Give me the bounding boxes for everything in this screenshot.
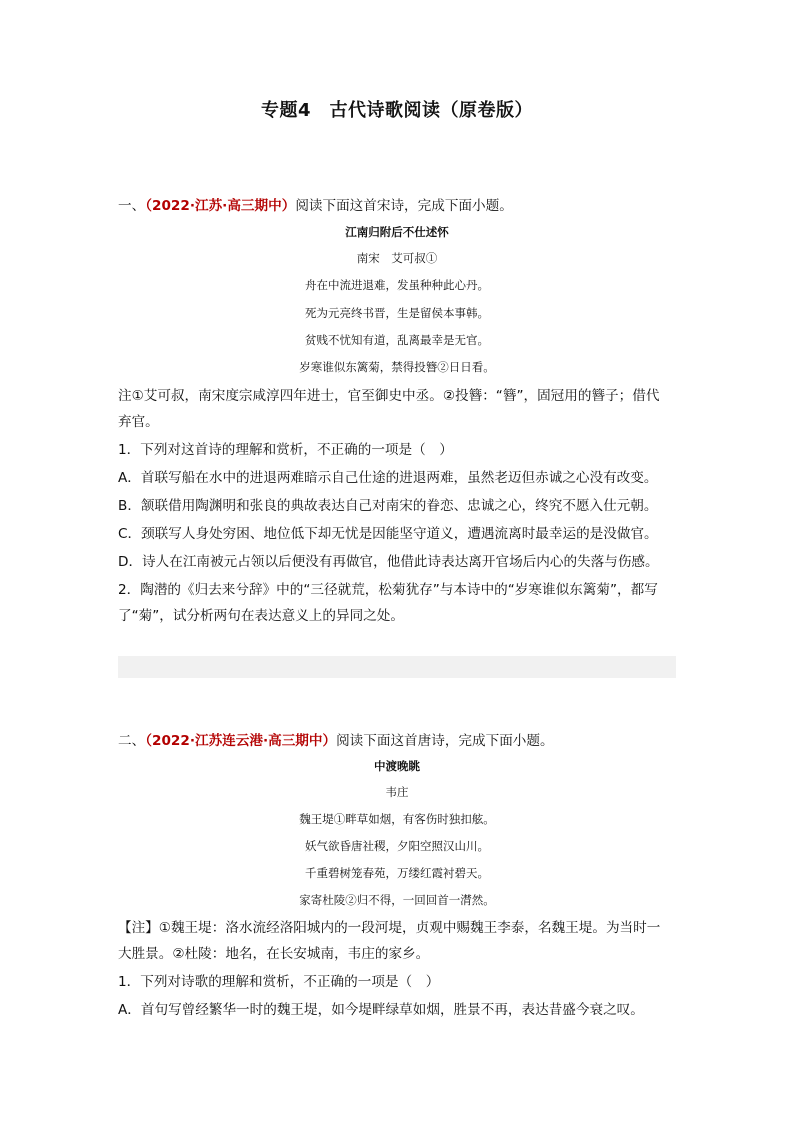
question-intro: 阅读下面这首宋诗，完成下面小题。	[295, 198, 513, 214]
poem-line: 魏王堤①畔草如烟，有客伤时独扣舷。	[299, 812, 495, 826]
option-d: D．诗人在江南被元占领以后便没有再做官，他借此诗表达离开官场后内心的失落与伤感。	[118, 554, 659, 570]
poem-line: 千重碧树笼春苑，万缕红霞衬碧天。	[305, 866, 489, 880]
note-line: 弃官。	[118, 414, 159, 430]
note-line: 大胜景。②杜陵：地名，在长安城南，韦庄的家乡。	[118, 946, 430, 962]
note-line: 【注】①魏王堤：洛水流经洛阳城内的一段河堤，贞观中赐魏王李泰，名魏王堤。为当时一	[118, 920, 661, 936]
answer-box[interactable]	[118, 656, 676, 678]
poem-title: 江南归附后不仕述怀	[345, 225, 449, 239]
option-b: B．颔联借用陶渊明和张良的典故表达自己对南宋的眷恋、忠诚之心，终究不愿入仕元朝。	[118, 498, 658, 514]
poem-title: 中渡晚眺	[374, 759, 420, 773]
poem-line: 贫贱不忧知有道，乱离最幸是无官。	[305, 333, 489, 347]
subquestion-stem: 1．下列对这首诗的理解和赏析，不正确的一项是（ ）	[118, 442, 453, 458]
poem-line: 岁寒谁似东篱菊，禁得投簪②日日看。	[299, 360, 495, 374]
poem-author: 韦庄	[385, 785, 409, 799]
poem-line: 舟在中流进退难，发虽种种此心丹。	[305, 278, 489, 292]
subquestion-2-line: 2．陶潜的《归去来兮辞》中的“三径就荒，松菊犹存”与本诗中的“岁寒谁似东篱菊”，都写	[118, 582, 658, 598]
subquestion-stem: 1．下列对诗歌的理解和赏析，不正确的一项是（ ）	[118, 974, 440, 990]
question-source: （2022·江苏·高三期中）	[145, 198, 296, 214]
question-intro: 阅读下面这首唐诗，完成下面小题。	[336, 733, 554, 749]
poem-line: 家寄杜陵②归不得，一回回首一潸然。	[299, 893, 495, 907]
option-a: A．首联写船在水中的进退两难暗示自己仕途的进退两难，虽然老迈但赤诚之心没有改变。	[118, 470, 658, 486]
subquestion-2-line: 了“菊”，试分析两句在表达意义上的异同之处。	[118, 608, 404, 624]
question-source: （2022·江苏连云港·高三期中）	[145, 733, 337, 749]
option-a: A．首句写曾经繁华一时的魏王堤，如今堤畔绿草如烟，胜景不再，表达昔盛今衰之叹。	[118, 1002, 644, 1018]
poem-author: 南宋 艾可叔①	[356, 251, 438, 265]
question-2-header	[118, 731, 678, 751]
poem-line: 妖气欲昏唐社稷，夕阳空照汉山川。	[305, 839, 489, 853]
question-number: 二、	[118, 733, 146, 749]
question-1-header	[118, 196, 678, 216]
question-number: 一、	[118, 198, 146, 214]
note-line: 注①艾可叔，南宋度宗咸淳四年进士，官至御史中丞。②投簪：“簪”，固冠用的簪子；借代	[118, 388, 660, 404]
poem-line: 死为元亮终书晋，生是留侯本事韩。	[305, 306, 489, 320]
option-c: C．颈联写人身处穷困、地位低下却无忧是因能坚守道义，遭遇流离时最幸运的是没做官。	[118, 526, 658, 542]
document-title: 专题4 古代诗歌阅读（原卷版）	[260, 100, 534, 121]
